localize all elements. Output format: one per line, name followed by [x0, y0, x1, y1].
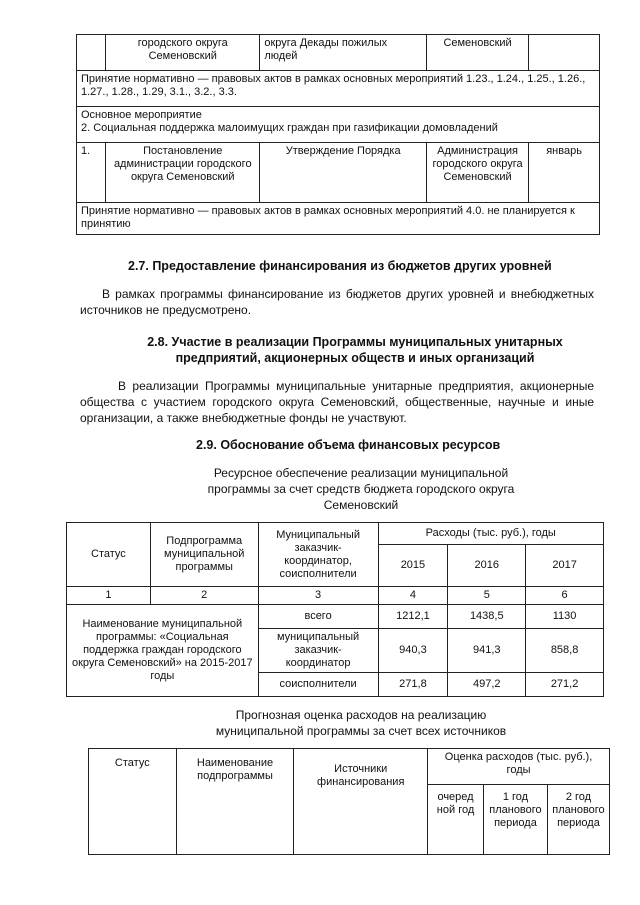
res-row-coexec-2015: 271,8: [378, 673, 448, 697]
section-2-7-heading: 2.7. Предоставление финансирования из бюджетов других уровней: [128, 259, 552, 273]
main-event-text: 2. Социальная поддержка малоимущих граждан при газификации домовладений: [81, 122, 498, 134]
res-colnum-6: 6: [526, 587, 604, 605]
res-colnum-5: 5: [448, 587, 526, 605]
estimate-table: [88, 748, 610, 855]
res-header-expenses: Расходы (тыс. руб.), годы: [378, 523, 603, 545]
est-year-plan-2: 2 год планового периода: [547, 785, 609, 855]
top-cell-empty: [77, 35, 106, 71]
main-event-cell: [77, 107, 600, 143]
top-cell-event: округа Декады пожилых людей: [260, 35, 427, 71]
est-header-name: Наименование подпрограммы: [176, 749, 294, 855]
res-row-total-2016: 1438,5: [448, 605, 526, 629]
row-number: 1.: [77, 143, 106, 203]
top-table: [76, 34, 600, 235]
res-colnum-2: 2: [150, 587, 258, 605]
res-colnum-1: 1: [67, 587, 151, 605]
resource-table: [66, 522, 604, 697]
res-year-2017: 2017: [526, 545, 604, 587]
res-row-customer-label: муниципальный заказчик-координатор: [258, 629, 378, 673]
res-row-total-2017: 1130: [526, 605, 604, 629]
main-event-label: Основное мероприятие: [81, 109, 202, 121]
row-executor: Администрация городского округа Семеновский: [427, 143, 529, 203]
section-2-8-text: В реализации Программы муниципальные унитарные предприятия, акционерные общества с участием городского округа Семеновский, общественные, научные и иные организации, а также внебюджетные фонды не участвуют.: [80, 379, 594, 425]
top-cell-empty-2: [529, 35, 600, 71]
est-header-estimate: Оценка расходов (тыс. руб.), годы: [428, 749, 610, 785]
res-row-coexec-2016: 497,2: [448, 673, 526, 697]
est-year-current: очеред ной год: [428, 785, 484, 855]
top-note-1: Принятие нормативно — правовых актов в рамках основных мероприятий 1.23., 1.24., 1.25., 1.26., 1.27., 1.28., 1.29, 3.1., 3.2., 3.3.: [77, 71, 600, 107]
section-2-7-text: В рамках программы финансирование из бюджетов других уровней и внебюджетных источников не предусмотрено.: [80, 287, 594, 317]
res-colnum-3: 3: [258, 587, 378, 605]
section-2-9-heading: 2.9. Обоснование объема финансовых ресурсов: [196, 438, 501, 452]
res-row-coexec-2017: 271,2: [526, 673, 604, 697]
est-header-status: Статус: [89, 749, 177, 855]
res-row-coexec-label: соисполнители: [258, 673, 378, 697]
resource-caption: Ресурсное обеспечение реализации муниципальной программы за счет средств бюджета городского округа Семеновский: [207, 466, 515, 512]
res-header-status: Статус: [67, 523, 151, 587]
forecast-caption: Прогнозная оценка расходов на реализацию муниципальной программы за счет всех источников: [215, 708, 507, 738]
top-cell-org: городского округа Семеновский: [106, 35, 260, 71]
res-header-customer: Муниципальный заказчик-координатор, соисполнители: [258, 523, 378, 587]
res-row-total-label: всего: [258, 605, 378, 629]
res-header-subprogram: Подпрограмма муниципальной программы: [150, 523, 258, 587]
row-document: Постановление администрации городского округа Семеновский: [106, 143, 260, 203]
res-colnum-4: 4: [378, 587, 448, 605]
res-year-2016: 2016: [448, 545, 526, 587]
row-action: Утверждение Порядка: [260, 143, 427, 203]
est-year-plan-1: 1 год планового периода: [483, 785, 547, 855]
section-2-8-heading: 2.8. Участие в реализации Программы муниципальных унитарных предприятий, акционерных обществ и иных организаций: [147, 335, 563, 365]
row-term: январь: [529, 143, 600, 203]
res-row-customer-2016: 941,3: [448, 629, 526, 673]
est-header-source: Источники финансирования: [294, 749, 428, 855]
top-cell-exec: Семеновский: [427, 35, 529, 71]
top-note-2: Принятие нормативно — правовых актов в рамках основных мероприятий 4.0. не планируется к принятию: [77, 203, 600, 235]
res-row-customer-2017: 858,8: [526, 629, 604, 673]
res-year-2015: 2015: [378, 545, 448, 587]
res-row-customer-2015: 940,3: [378, 629, 448, 673]
res-program-name: Наименование муниципальной программы: «Социальная поддержка граждан городского округа Семеновский» на 2015-2017 годы: [67, 605, 259, 697]
res-row-total-2015: 1212,1: [378, 605, 448, 629]
